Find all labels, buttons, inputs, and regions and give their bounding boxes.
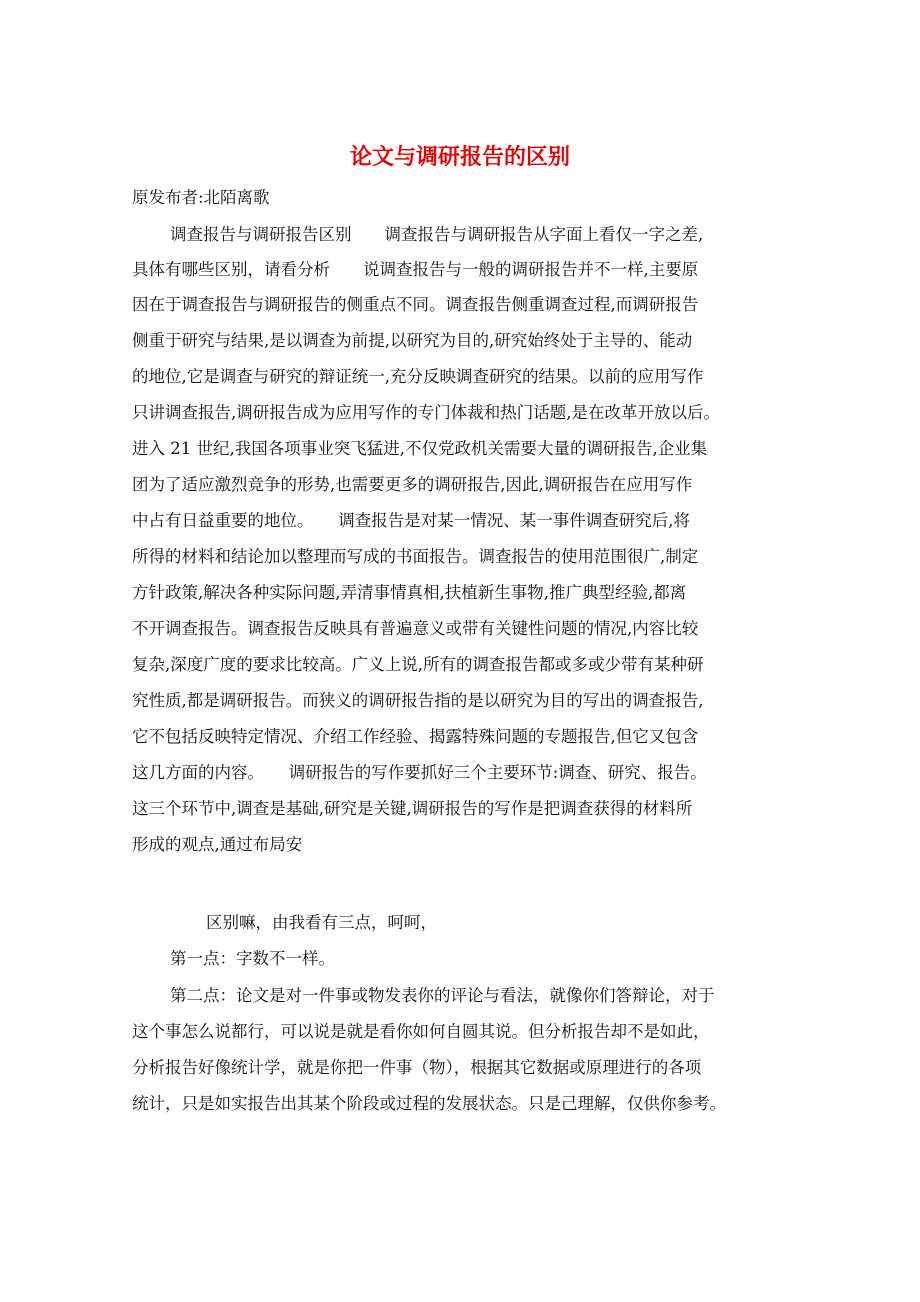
body-line: 这几方面的内容。 调研报告的写作要抓好三个主要环节:调查、研究、报告。 xyxy=(132,763,707,782)
body-line: 进入 21 世纪,我国各项事业突飞猛进,不仅党政机关需要大量的调研报告,企业集 xyxy=(132,439,708,458)
body-line: 这三个环节中,调查是基础,研究是关键,调研报告的写作是把调查获得的材料所 xyxy=(132,799,693,818)
reply-line: 第二点：论文是对一件事或物发表你的评论与看法，就像你们答辩论，对于 xyxy=(170,986,715,1005)
document-title: 论文与调研报告的区别 xyxy=(349,144,570,170)
body-line: 所得的材料和结论加以整理而写成的书面报告。调查报告的使用范围很广,制定 xyxy=(132,547,699,566)
body-line: 具体有哪些区别，请看分析 说调查报告与一般的调研报告并不一样,主要原 xyxy=(132,260,699,279)
body-line: 不开调查报告。调查报告反映具有普遍意义或带有关键性问题的情况,内容比较 xyxy=(132,619,699,638)
reply-line: 区别嘛，由我看有三点，呵呵， xyxy=(206,913,437,932)
body-line: 方针政策,解决各种实际问题,弄清事情真相,扶植新生事物,推广典型经验,都离 xyxy=(132,583,687,602)
body-line: 因在于调查报告与调研报告的侧重点不同。调查报告侧重调查过程,而调研报告 xyxy=(132,295,699,314)
body-line: 究性质,都是调研报告。而狭义的调研报告指的是以研究为目的写出的调查报告, xyxy=(132,691,704,710)
body-line: 它不包括反映特定情况、介绍工作经验、揭露特殊问题的专题报告,但它又包含 xyxy=(132,727,699,746)
body-line: 侧重于研究与结果,是以调查为前提,以研究为目的,研究始终处于主导的、能动 xyxy=(132,331,693,350)
body-line: 只讲调查报告,调研报告成为应用写作的专门体裁和热门话题,是在改革开放以后。 xyxy=(132,403,720,422)
body-line: 的地位,它是调查与研究的辩证统一,充分反映调查研究的结果。以前的应用写作 xyxy=(132,367,704,386)
body-line: 形成的观点,通过布局安 xyxy=(132,835,303,854)
author-line: 原发布者:北陌离歌 xyxy=(132,188,270,207)
body-line: 调查报告与调研报告区别 调查报告与调研报告从字面上看仅一字之差, xyxy=(170,225,704,244)
body-line: 复杂,深度广度的要求比较高。广义上说,所有的调查报告都或多或少带有某种研 xyxy=(132,655,704,674)
reply-line: 第一点：字数不一样。 xyxy=(170,949,335,968)
body-line: 中占有日益重要的地位。 调查报告是对某一情况、某一事件调查研究后,将 xyxy=(132,511,690,530)
reply-line: 统计，只是如实报告出其某个阶段或过程的发展状态。只是己理解，仅供你参考。 xyxy=(132,1094,726,1113)
reply-line: 这个事怎么说都行，可以说是就是看你如何自圆其说。但分析报告却不是如此， xyxy=(132,1022,710,1041)
reply-line: 分析报告好像统计学，就是你把一件事（物），根据其它数据或原理进行的各项 xyxy=(132,1058,702,1077)
body-line: 团为了适应激烈竞争的形势,也需要更多的调研报告,因此,调研报告在应用写作 xyxy=(132,475,693,494)
